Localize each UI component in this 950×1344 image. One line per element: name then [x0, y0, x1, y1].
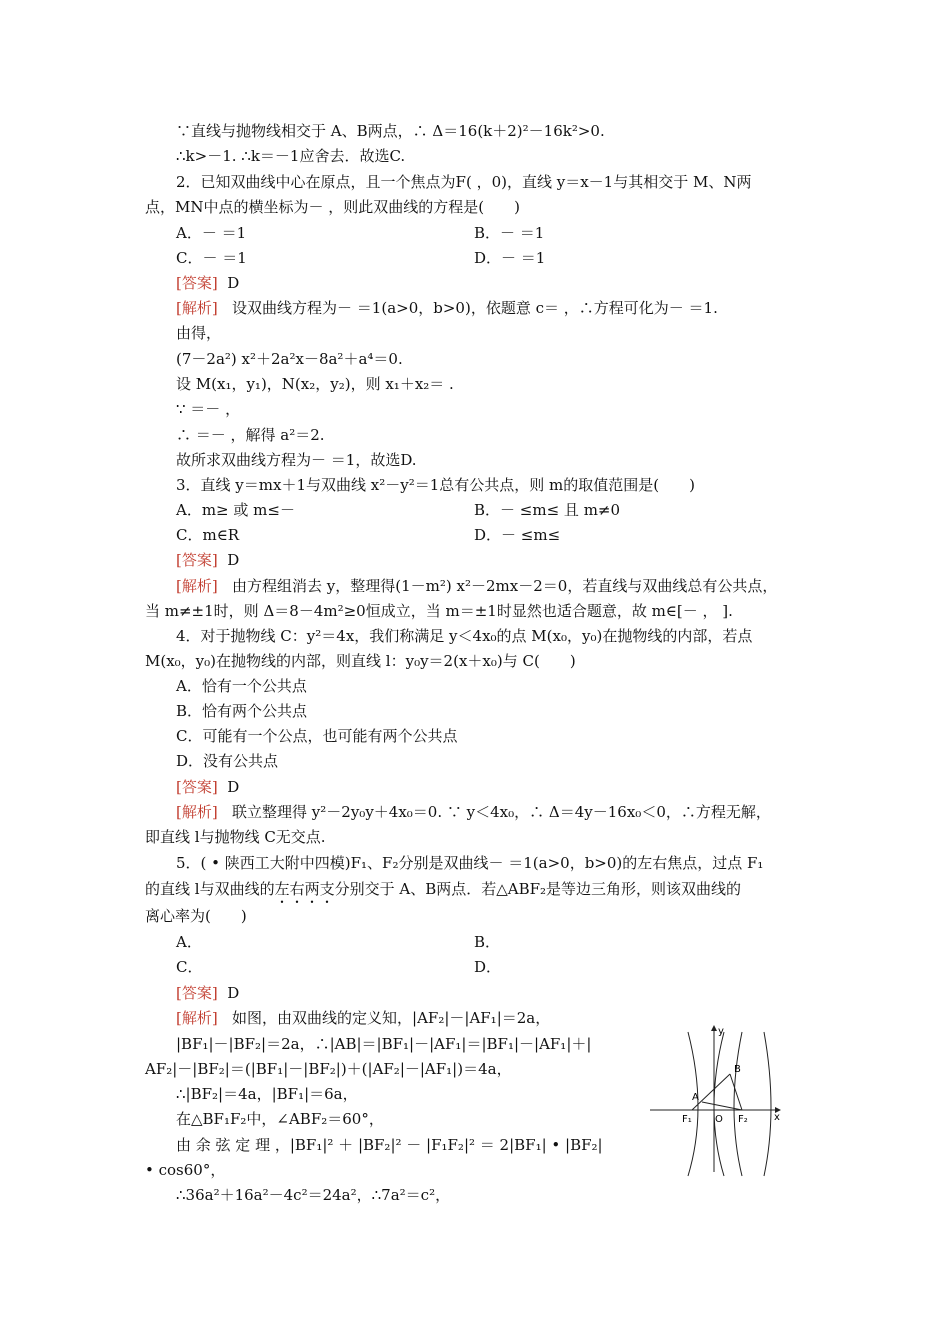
- answer-value: D: [227, 551, 240, 569]
- text-line: 故所求双曲线方程为－ ＝1，故选D.: [176, 451, 417, 469]
- text-line: 即直线 l与抛物线 C无交点.: [145, 828, 326, 846]
- point-label-a: A: [692, 1092, 699, 1103]
- text-line: 在△BF₁F₂中，∠ABF₂＝60°，: [176, 1110, 384, 1128]
- text-segment: 的直线 l与双曲线的: [145, 880, 275, 898]
- answer-value: D: [227, 274, 240, 292]
- analysis-text: 联立整理得 y²－2y₀y＋4x₀＝0. ∵ y＜4x₀，∴ Δ＝4y－16x₀＜0，∴方程无解，: [232, 803, 771, 821]
- text-line: 设 M(x₁，y₁)，N(x₂，y₂)，则 x₁＋x₂＝ .: [176, 375, 454, 393]
- analysis-row: [176, 298, 718, 318]
- option-c: C．m∈R: [176, 526, 240, 544]
- analysis-row: [176, 1008, 550, 1028]
- axis-label-x: x: [774, 1112, 780, 1123]
- answer-tag: [答案]: [176, 778, 218, 796]
- text-line: |BF₁|－|BF₂|＝2a，∴|AB|＝|BF₁|－|AF₁|＝|BF₁|－|AF₁|＋|: [176, 1035, 592, 1053]
- answer-tag: [答案]: [176, 274, 218, 292]
- axis-label-y: y: [718, 1026, 724, 1037]
- answer-row: [176, 550, 239, 570]
- analysis-text: 设双曲线方程为－ ＝1(a>0，b>0)，依题意 c＝ ，∴方程可化为－ ＝1.: [232, 299, 718, 317]
- answer-tag: [答案]: [176, 984, 218, 1002]
- option-d: D．－ ＝1: [474, 249, 546, 267]
- text-line: 由 余 弦 定 理 ，|BF₁|² ＋ |BF₂|² － |F₁F₂|² ＝ 2|BF₁| • |BF₂|: [176, 1136, 603, 1154]
- point-label-b: B: [734, 1064, 741, 1075]
- hyperbola-left-inner: [714, 1032, 724, 1176]
- point-label-f1: F₁: [682, 1114, 692, 1125]
- analysis-row: [176, 576, 777, 596]
- option-b: B．－ ≤m≤ 且 m≠0: [474, 501, 621, 519]
- option-c: C．可能有一个公点，也可能有两个公共点: [176, 727, 458, 745]
- analysis-tag: [解析]: [176, 299, 218, 317]
- option-b: B．－ ＝1: [474, 224, 545, 242]
- option-b: B．: [474, 933, 501, 951]
- text-line: ∴k>－1. ∴k＝－1应舍去．故选C.: [176, 147, 406, 165]
- text-line: 当 m≠±1时，则 Δ＝8－4m²≥0恒成立，当 m＝±1时显然也适合题意，故 m∈[－ ， ].: [145, 602, 733, 620]
- emphasized-text: 左右两支: [274, 880, 335, 898]
- option-a: A．恰有一个公共点: [176, 677, 307, 695]
- analysis-tag: [解析]: [176, 577, 218, 595]
- question-3: 3．直线 y＝mx＋1与双曲线 x²－y²＝1总有公共点，则 m的取值范围是( ): [176, 476, 695, 494]
- question-5-cont: [145, 879, 741, 907]
- text-segment: 分别交于 A、B两点．若△ABF₂是等边三角形，则该双曲线的: [334, 880, 742, 898]
- text-line: ∴36a²＋16a²－4c²＝24a²，∴7a²＝c²，: [176, 1186, 451, 1204]
- hyperbola-right-branch: [734, 1032, 742, 1176]
- text-line: AF₂|－|BF₂|＝(|BF₁|－|BF₂|)＋(|AF₂|－|AF₁|)＝4a，: [145, 1060, 512, 1078]
- answer-value: D: [227, 778, 240, 796]
- answer-row: [176, 777, 239, 797]
- answer-value: D: [227, 984, 240, 1002]
- hyperbola-left-branch: [688, 1032, 698, 1176]
- option-a: A．m≥ 或 m≤－: [176, 501, 295, 519]
- option-d: D．－ ≤m≤: [474, 526, 561, 544]
- analysis-tag: [解析]: [176, 1009, 218, 1027]
- option-d: D．没有公共点: [176, 752, 279, 770]
- text-line: ∴|BF₂|＝4a，|BF₁|＝6a，: [176, 1085, 358, 1103]
- option-a: A．－ ＝1: [176, 224, 247, 242]
- answer-row: [176, 273, 239, 293]
- line-b-f2: [730, 1074, 742, 1110]
- question-5: 5．( • 陕西工大附中四模)F₁、F₂分别是双曲线－ ＝1(a>0，b>0)的左右焦点，过点 F₁: [176, 854, 764, 872]
- analysis-row: [176, 802, 771, 822]
- text-line: 由得，: [176, 324, 222, 342]
- asymptote-right: [764, 1032, 771, 1176]
- answer-row: [176, 983, 239, 1003]
- analysis-tag: [解析]: [176, 803, 218, 821]
- question-4-cont: M(x₀，y₀)在抛物线的内部，则直线 l：y₀y＝2(x＋x₀)与 C( ): [145, 652, 576, 670]
- analysis-text: 由方程组消去 y，整理得(1－m²) x²－2mx－2＝0，若直线与双曲线总有公共点，: [232, 577, 778, 595]
- text-line: • cos60°，: [145, 1161, 226, 1179]
- analysis-text: 如图，由双曲线的定义知，|AF₂|－|AF₁|＝2a，: [232, 1009, 551, 1027]
- point-label-f2: F₂: [738, 1114, 748, 1125]
- line-a-f2: [702, 1102, 742, 1110]
- question-5-cont: 离心率为( ): [145, 907, 247, 925]
- text-line: ∴ ＝－ ，解得 a²＝2.: [176, 426, 325, 444]
- text-line: ∵直线与抛物线相交于 A、B两点，∴ Δ＝16(k＋2)²－16k²>0.: [176, 122, 605, 140]
- origin-label: O: [715, 1114, 723, 1125]
- option-c: C．: [176, 958, 203, 976]
- text-line: ∵ ＝－ ，: [176, 400, 241, 418]
- question-2: 2．已知双曲线中心在原点，且一个焦点为F( ，0)，直线 y＝x－1与其相交于 M、N两: [176, 173, 752, 191]
- option-c: C．－ ＝1: [176, 249, 247, 267]
- question-2-cont: 点，MN中点的横坐标为－ ，则此双曲线的方程是( ): [145, 198, 520, 216]
- option-b: B．恰有两个公共点: [176, 702, 308, 720]
- question-4: 4．对于抛物线 C：y²＝4x，我们称满足 y＜4x₀的点 M(x₀，y₀)在抛物线的内部，若点: [176, 627, 753, 645]
- option-d: D．: [474, 958, 502, 976]
- text-line: (7－2a²) x²＋2a²x－8a²＋a⁴＝0.: [176, 350, 403, 368]
- hyperbola-figure: [646, 1022, 786, 1178]
- answer-tag: [答案]: [176, 551, 218, 569]
- option-a: A．: [176, 933, 202, 951]
